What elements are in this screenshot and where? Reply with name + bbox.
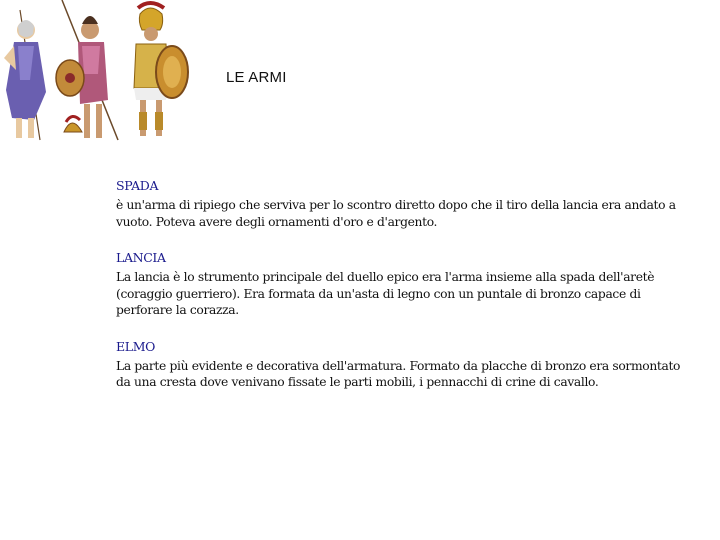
warriors-illustration — [0, 0, 190, 145]
section-heading: LANCIA — [116, 250, 166, 265]
weapons-description — [116, 178, 694, 411]
page-title: LE ARMI — [226, 69, 287, 86]
section-heading: ELMO — [116, 338, 156, 354]
section-body: La lancia è lo strumento principale del duello epico era l'arma insieme alla spada dell'aretè (coraggio guerriero). Era formata da un'asta di legno con un puntale di bronzo capace di perforare la corazza. — [116, 270, 655, 317]
section-body: La parte più evidente e decorativa dell'armatura. Formato da placche di bronzo era sormontato da una cresta dove venivano fissate le parti mobili, i pennacchi di crine di cavallo. — [116, 358, 681, 389]
section-lancia — [116, 250, 694, 319]
section-heading: SPADA — [116, 178, 159, 193]
section-body: è un'arma di ripiego che serviva per lo scontro diretto dopo che il tiro della lancia era andato a vuoto. Poteva avere degli ornamenti d'oro e d'argento. — [116, 198, 676, 229]
section-elmo — [116, 339, 694, 391]
section-spada — [116, 178, 694, 230]
